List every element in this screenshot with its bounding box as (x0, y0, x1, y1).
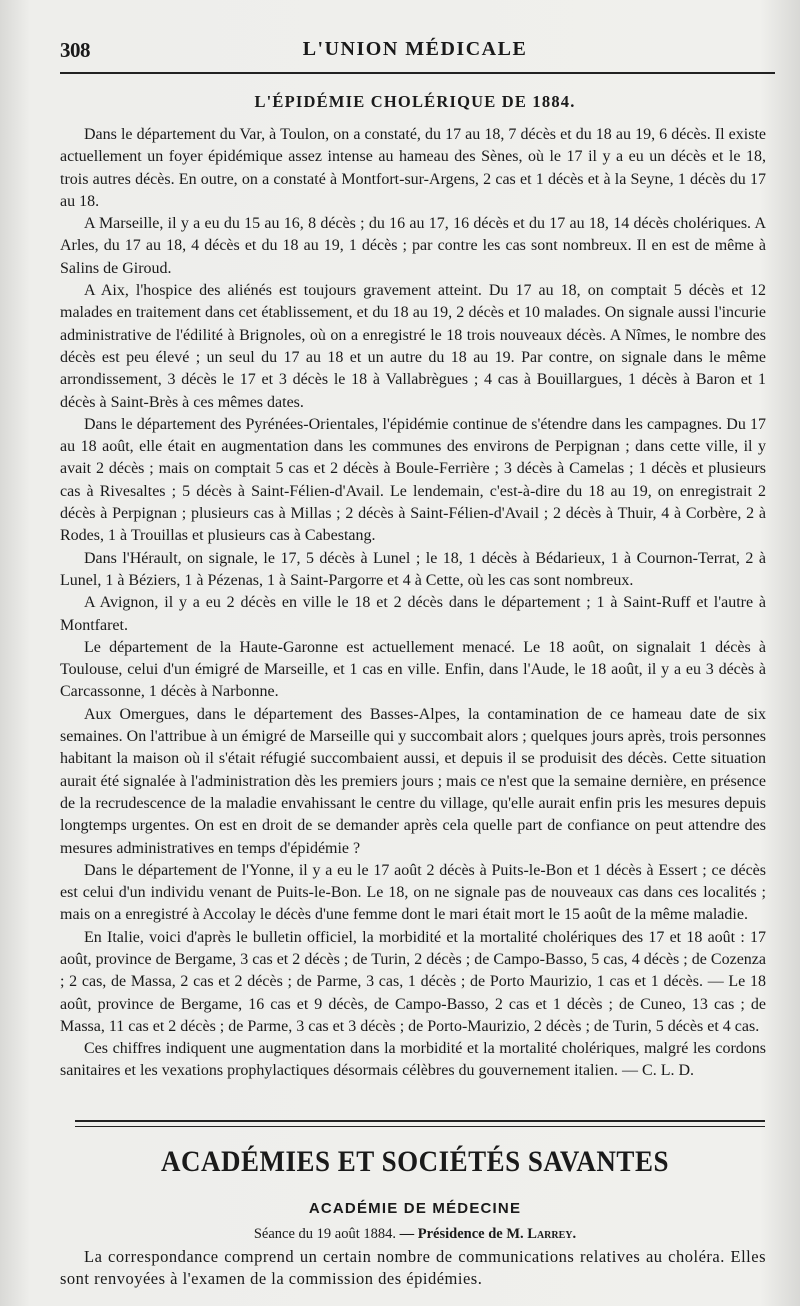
session-body (60, 1246, 766, 1290)
section-divider (75, 1120, 765, 1127)
article-paragraph: En Italie, voici d'après le bulletin officiel, la morbidité et la mortalité cholériques des 17 et 18 août : 17 août, province de Bergame, 3 cas et 2 décès ; de Turin, 2 décès ; de Campo-Basso, 5 cas, 4 décès ; de Cozenza ; 2 cas, de Massa, 2 cas et 2 décès ; de Parme, 3 cas, 1 décès ; de Porto Maurizio, 1 cas et 1 décès. — Le 18 août, province de Bergame, 16 cas et 9 décès, de Campo-Basso, 2 cas et 1 décès ; de Cuneo, 13 cas ; de Massa, 11 cas et 2 décès ; de Parme, 3 cas et 3 décès ; de Porto-Maurizio, 2 décès ; de Turin, 5 décès et 4 cas. (60, 928, 766, 1035)
article-paragraph: Dans l'Hérault, on signale, le 17, 5 décès à Lunel ; le 18, 1 décès à Bédarieux, 1 à Cournon-Terrat, 2 à Lunel, 1 à Béziers, 1 à Pézenas, 1 à Saint-Pargorre et 4 à Cette, où les cas sont nombreux. (60, 549, 766, 589)
article-paragraph: A Marseille, il y a eu du 15 au 16, 8 décès ; du 16 au 17, 16 décès et du 17 au 18, 14 décès cholériques. A Arles, du 17 au 18, 4 décès et du 18 au 19, 1 décès ; par contre les cas sont nombreux. Il en est de même à Salins de Giroud. (60, 215, 766, 277)
session-date: Séance du 19 août 1884. (253, 1226, 396, 1242)
article-title: L'ÉPIDÉMIE CHOLÉRIQUE DE 1884. (254, 92, 576, 111)
article-paragraph: A Aix, l'hospice des aliénés est toujours gravement atteint. Du 17 au 18, on comptait 5 décès et 12 malades en traitement dans cet établissement, et du 18 au 19, 2 décès et 10 malades. On signale aussi l'incurie administrative de l'édilité à Brignoles, où on a enregistré le 18 trois nouveaux décès. A Nîmes, le nombre des décès est peu élevé ; un seul du 17 au 18 et un autre du 18 au 19. Par contre, on signale dans le même arrondissement, 3 décès le 17 et 3 décès le 18 à Vallabrègues ; 4 cas à Bouillargues, 1 décès à Baron et 1 décès à Saint-Brès à ces mêmes dates. (60, 282, 766, 411)
presidency-label: — Présidence de M. (399, 1226, 524, 1242)
session-line (60, 1226, 770, 1243)
section-title: ACADÉMIES ET SOCIÉTÉS SAVANTES (161, 1144, 669, 1178)
article-paragraph: A Avignon, il y a eu 2 décès en ville le 18 et 2 décès dans le département ; 1 à Saint-Ruff et l'autre à Montfaret. (60, 594, 766, 634)
article-paragraph: Ces chiffres indiquent une augmentation dans la morbidité et la mortalité cholériques, malgré les cordons sanitaires et les vexations prophylactiques désormais célèbres du gouvernement italien. — C. L. D. (60, 1040, 766, 1080)
article-paragraph: Dans le département du Var, à Toulon, on a constaté, du 17 au 18, 7 décès et du 18 au 19, 6 décès. Il existe actuellement un foyer épidémique assez intense au hameau des Sènes, où le 17 il y a eu un décès et le 18, trois autres décès. En outre, on a constaté à Montfort-sur-Argens, 2 cas et 1 décès et à la Seyne, 1 décès du 17 au 18. (60, 126, 766, 210)
article-body (60, 124, 766, 1083)
page-number: 308 (60, 38, 90, 62)
article-paragraph: Le département de la Haute-Garonne est actuellement menacé. Le 18 août, on signalait 1 décès à Toulouse, celui d'un émigré de Marseille, et 1 cas en ville. Enfin, dans l'Aude, le 18 août, il y a eu 3 décès à Carcassonne, 1 décès à Narbonne. (60, 638, 766, 701)
article-paragraph: Aux Omergues, dans le département des Basses-Alpes, la contamination de ce hameau date de six semaines. On l'attribue à un émigré de Marseille qui y succombait alors ; quelques jours après, trois personnes habitant la maison où il s'était réfugié succombaient aussi, et depuis il se produisit des décès. Cette situation aurait été signalée à l'administration dès les premiers jours ; mais ce n'est que la semaine dernière, en présence de la recrudescence de la maladie envahissant le centre du village, qu'elle aurait enfin pris les mesures depuis longtemps urgentes. On est en droit de se demander après cela quelle part de confiance on peut attendre des mesures administratives en temps d'épidémie ? (60, 705, 766, 857)
president-name: Larrey. (527, 1226, 577, 1242)
running-head (60, 36, 770, 64)
session-paragraph: La correspondance comprend un certain nombre de communications relatives au choléra. Elles sont renvoyées à l'examen de la commission des épidémies. (60, 1247, 766, 1288)
academy-title: ACADÉMIE DE MÉDECINE (308, 1200, 522, 1217)
journal-title: L'UNION MÉDICALE (302, 38, 528, 60)
article-paragraph: Dans le département de l'Yonne, il y a eu le 17 août 2 décès à Puits-le-Bon et 1 décès à Essert ; ce décès est celui d'un individu venant de Puits-le-Bon. Le 18, on ne signale pas de nouveaux cas dans ces localités ; mais on a enregistré à Accolay le décès d'une femme dont le mari était mort le 15 août de la même maladie. (60, 861, 766, 924)
header-rule (60, 72, 775, 74)
article-paragraph: Dans le département des Pyrénées-Orientales, l'épidémie continue de s'étendre dans les campagnes. Du 17 au 18 août, elle était en augmentation dans les communes des environs de Perpignan ; dans cette ville, il y avait 2 décès ; mais on comptait 5 cas et 2 décès à Boule-Ferrière ; 3 décès à Camelas ; 1 décès et plusieurs cas à Rivesaltes ; 5 décès à Saint-Félien-d'Avail. Le lendemain, c'est-à-dire du 18 au 19, on enregistrait 2 décès à Perpignan ; plusieurs cas à Millas ; 2 décès à Saint-Félien-d'Avail ; 2 décès à Thuir, 4 à Corbère, 2 à Rodes, 1 à Trouillas et plusieurs cas à Cabestang. (60, 415, 766, 545)
